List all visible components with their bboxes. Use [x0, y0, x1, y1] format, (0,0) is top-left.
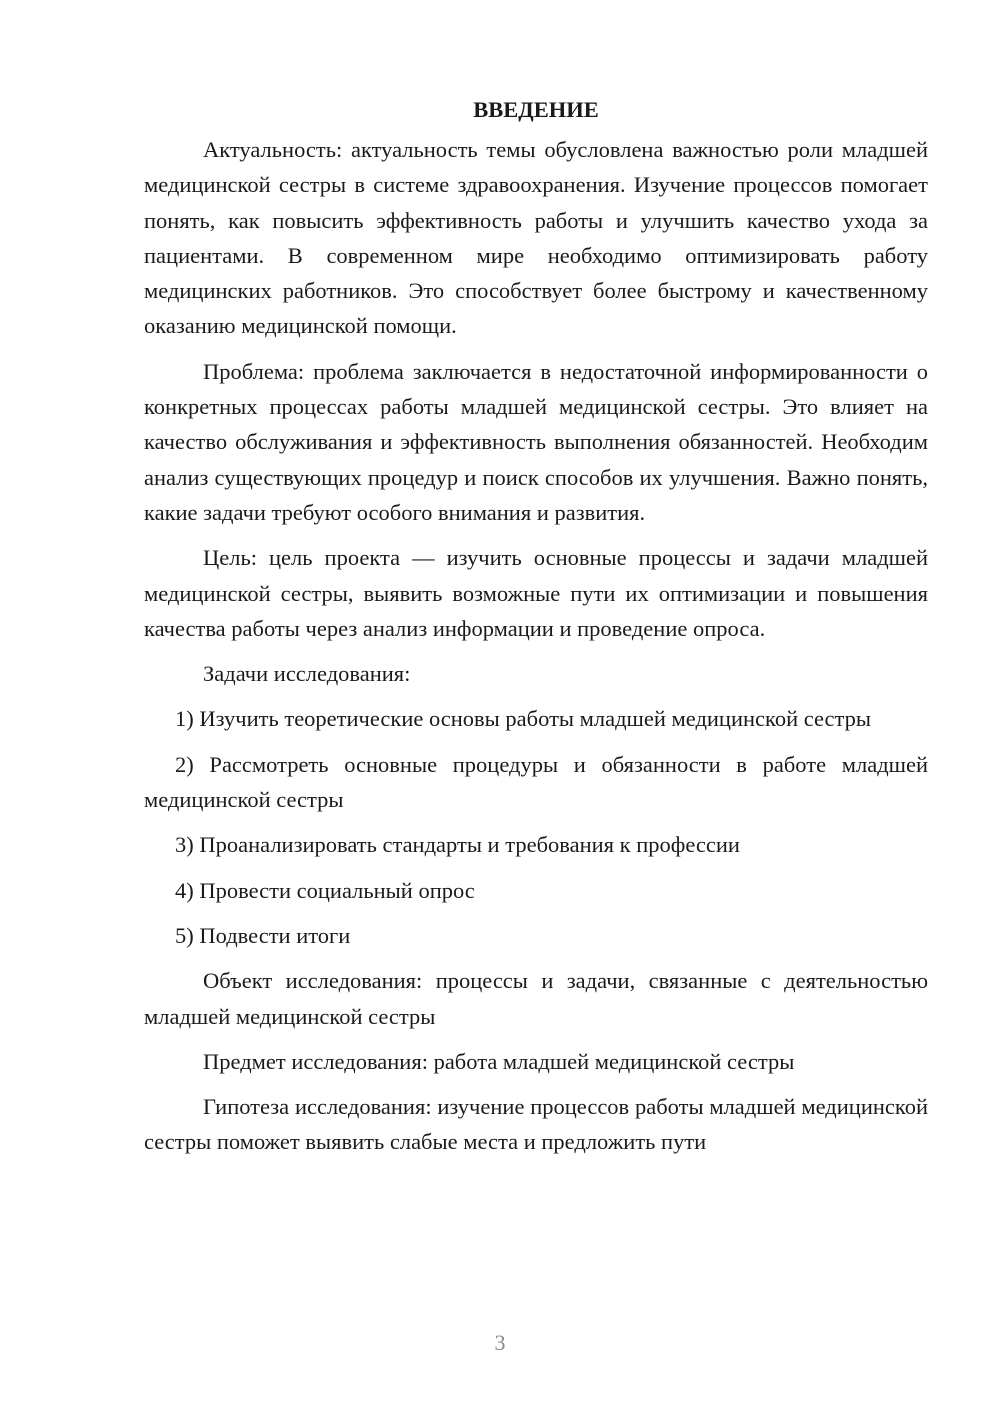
- paragraph-problem: Проблема: проблема заключается в недостаточной информированности о конкретных процессах работы младшей медицинской сестры. Это влияет на качество обслуживания и эффективность выполнения обязанностей. Необходим анализ существующих процедур и поиск способов их улучшения. Важно понять, какие задачи требуют особого внимания и развития.: [144, 358, 928, 525]
- task-item-3: 3) Проанализировать стандарты и требования к профессии: [175, 832, 740, 858]
- page-number: 3: [494, 1330, 506, 1355]
- document-body: [144, 92, 928, 1170]
- task-item-5: 5) Подвести итоги: [175, 922, 351, 948]
- task-item-4: 4) Провести социальный опрос: [175, 877, 475, 903]
- section-title: ВВЕДЕНИЕ: [473, 97, 599, 122]
- task-item-1: 1) Изучить теоретические основы работы младшей медицинской сестры: [175, 706, 872, 732]
- paragraph-tasks-heading: Задачи исследования:: [203, 661, 411, 687]
- paragraph-object: Объект исследования: процессы и задачи, связанные с деятельностью младшей медицинской сестры: [144, 968, 928, 1029]
- paragraph-relevance: Актуальность: актуальность темы обусловлена важностью роли младшей медицинской сестры в системе здравоохранения. Изучение процессов помогает понять, как повысить эффективность работы и улучшить качество ухода за пациентами. В современном мире необходимо оптимизировать работу медицинских работников. Это способствует более быстрому и качественному оказанию медицинской помощи.: [144, 137, 928, 339]
- task-item-2: 2) Рассмотреть основные процедуры и обязанности в работе младшей медицинской сестры: [144, 751, 928, 813]
- paragraph-subject: Предмет исследования: работа младшей медицинской сестры: [203, 1048, 795, 1074]
- paragraph-hypothesis: Гипотеза исследования: изучение процессов работы младшей медицинской сестры поможет выявить слабые места и предложить пути: [144, 1094, 928, 1155]
- paragraph-goal: Цель: цель проекта — изучить основные процессы и задачи младшей медицинской сестры, выявить возможные пути их оптимизации и повышения качества работы через анализ информации и проведение опроса.: [144, 545, 928, 641]
